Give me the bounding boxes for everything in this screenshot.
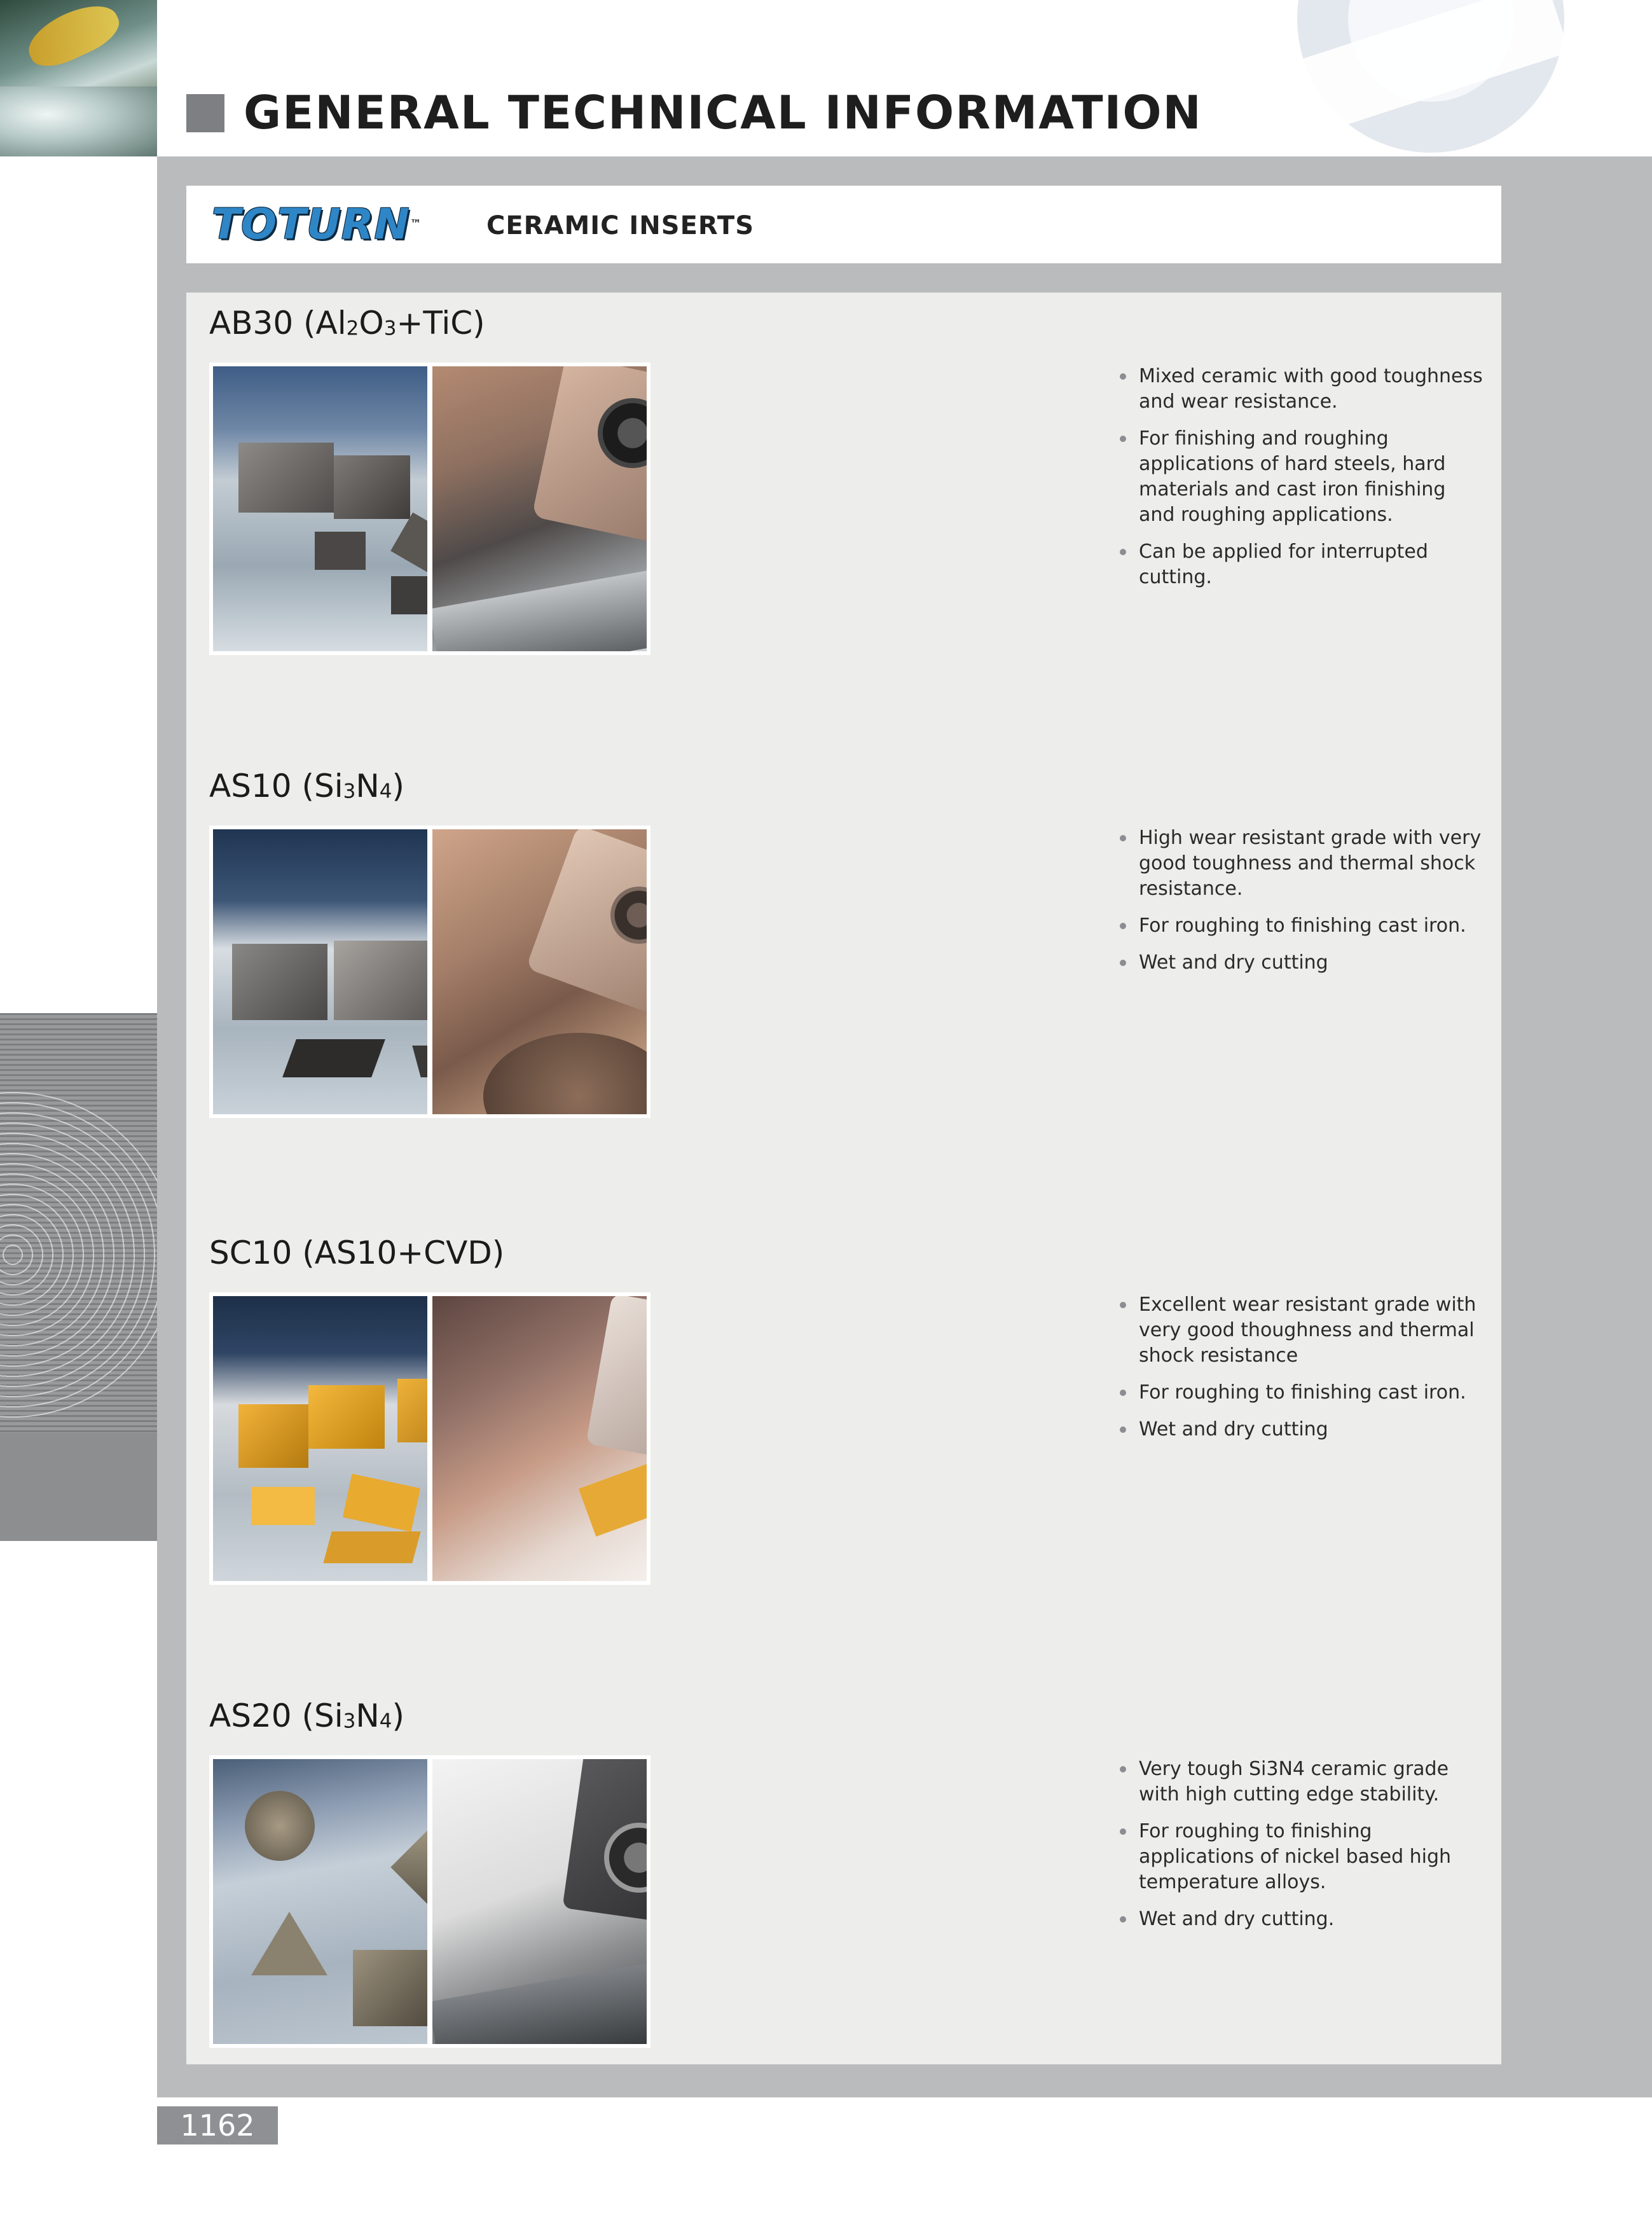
grade-as10 bbox=[186, 756, 1501, 1163]
insert-shape bbox=[238, 443, 334, 513]
stripe-shade bbox=[0, 1433, 157, 1541]
inserts-photo bbox=[213, 1296, 427, 1581]
grade-title bbox=[209, 767, 404, 805]
formula-part: (Al bbox=[303, 305, 347, 342]
feature-item: Wet and dry cutting bbox=[1119, 1417, 1487, 1442]
insert-shape bbox=[390, 1822, 427, 1912]
formula-part: ) bbox=[392, 768, 405, 805]
grade-photos bbox=[209, 363, 650, 655]
formula-part: N bbox=[355, 1697, 380, 1734]
grade-name: AB30 bbox=[209, 305, 294, 342]
formula-subscript: 4 bbox=[379, 1710, 392, 1733]
feature-item: For roughing to finishing cast iron. bbox=[1119, 1380, 1487, 1406]
feature-item: Wet and dry cutting bbox=[1119, 950, 1487, 976]
grade-sc10 bbox=[186, 1222, 1501, 1629]
insert-shape bbox=[251, 1487, 315, 1525]
formula-part: O bbox=[359, 305, 384, 342]
grade-features bbox=[1119, 825, 1487, 987]
content-panel bbox=[186, 293, 1501, 2064]
trademark-mark: ™ bbox=[410, 218, 422, 231]
title-marker-square bbox=[186, 94, 224, 132]
grade-photos bbox=[209, 1292, 650, 1585]
insert-shape bbox=[251, 1912, 327, 1975]
insert-shape bbox=[315, 532, 366, 570]
inserts-photo bbox=[213, 1759, 427, 2044]
section-title: CERAMIC INSERTS bbox=[486, 211, 754, 240]
grade-ab30 bbox=[186, 293, 1501, 700]
insert-shape bbox=[232, 944, 327, 1020]
feature-item: High wear resistant grade with very good toughness and thermal shock resistance. bbox=[1119, 825, 1487, 902]
feature-item: Mixed ceramic with good toughness and wear resistance. bbox=[1119, 364, 1487, 415]
insert-shape bbox=[323, 1531, 420, 1563]
insert-shape bbox=[334, 455, 410, 519]
inserts-photo bbox=[213, 829, 427, 1114]
insert-shape bbox=[343, 1474, 420, 1531]
formula-subscript: 3 bbox=[343, 780, 356, 803]
formula-subscript: 3 bbox=[383, 317, 397, 340]
grade-as20 bbox=[186, 1685, 1501, 2092]
machining-photo bbox=[432, 1759, 647, 2044]
grade-name: AS10 bbox=[209, 768, 292, 805]
grade-title bbox=[209, 1697, 404, 1735]
machining-photo bbox=[432, 366, 647, 651]
insert-shape bbox=[390, 513, 427, 583]
feature-item: For roughing to finishing applications of nickel based high temperature alloys. bbox=[1119, 1819, 1487, 1895]
left-striped-decoration bbox=[0, 1013, 157, 1541]
formula-part: (Si bbox=[301, 768, 343, 805]
insert-shape bbox=[353, 1950, 427, 2026]
formula-subscript: 3 bbox=[343, 1710, 356, 1733]
insert-shape bbox=[282, 1039, 385, 1077]
feature-item: Excellent wear resistant grade with very good thoughness and thermal shock resistance bbox=[1119, 1292, 1487, 1369]
kayak-photo bbox=[0, 0, 157, 156]
formula-part: N bbox=[355, 768, 380, 805]
grade-name: AS20 bbox=[209, 1697, 292, 1734]
coated-insert bbox=[579, 1463, 647, 1537]
grade-photos bbox=[209, 825, 650, 1118]
section-header bbox=[186, 186, 1501, 263]
feature-item: Very tough Si3N4 ceramic grade with high cutting edge stability. bbox=[1119, 1757, 1487, 1807]
page-title: GENERAL TECHNICAL INFORMATION bbox=[244, 86, 1202, 139]
insert-shape bbox=[334, 941, 427, 1020]
grade-name: SC10 bbox=[209, 1234, 293, 1271]
grade-title bbox=[209, 1234, 504, 1272]
kayak-shape bbox=[20, 0, 126, 75]
feature-item: For roughing to finishing cast iron. bbox=[1119, 913, 1487, 939]
insert-shape bbox=[245, 1791, 315, 1861]
feature-item: For finishing and roughing applications of hard steels, hard materials and cast iron finishing and roughing applications. bbox=[1119, 426, 1487, 528]
insert-shape bbox=[238, 1404, 308, 1468]
formula-part: (AS10+CVD) bbox=[302, 1234, 505, 1271]
inserts-photo bbox=[213, 366, 427, 651]
formula-part: ) bbox=[392, 1697, 405, 1734]
tool-holder bbox=[586, 1296, 647, 1477]
workpiece bbox=[432, 532, 647, 651]
machining-photo bbox=[432, 829, 647, 1114]
water-splash bbox=[0, 86, 157, 156]
grade-features bbox=[1119, 364, 1487, 602]
page-number: 1162 bbox=[157, 2106, 278, 2145]
formula-part: (Si bbox=[301, 1697, 343, 1734]
feature-item: Wet and dry cutting. bbox=[1119, 1907, 1487, 1932]
insert-shape bbox=[391, 576, 427, 614]
insert-shape bbox=[397, 1379, 427, 1442]
machining-photo bbox=[432, 1296, 647, 1581]
swirl-pattern bbox=[0, 1089, 157, 1420]
workpiece bbox=[432, 1924, 647, 2044]
logo-text: TOTURN bbox=[212, 200, 410, 249]
formula-subscript: 4 bbox=[379, 780, 392, 803]
insert-shape bbox=[308, 1385, 385, 1449]
formula-subscript: 2 bbox=[346, 317, 359, 340]
insert-shape bbox=[412, 1046, 427, 1077]
workpiece bbox=[483, 1033, 647, 1114]
feature-item: Can be applied for interrupted cutting. bbox=[1119, 539, 1487, 590]
grade-title bbox=[209, 304, 485, 342]
grade-features bbox=[1119, 1757, 1487, 1944]
grade-photos bbox=[209, 1755, 650, 2048]
grade-features bbox=[1119, 1292, 1487, 1454]
toturn-logo bbox=[212, 202, 422, 247]
formula-part: +TiC) bbox=[396, 305, 485, 342]
